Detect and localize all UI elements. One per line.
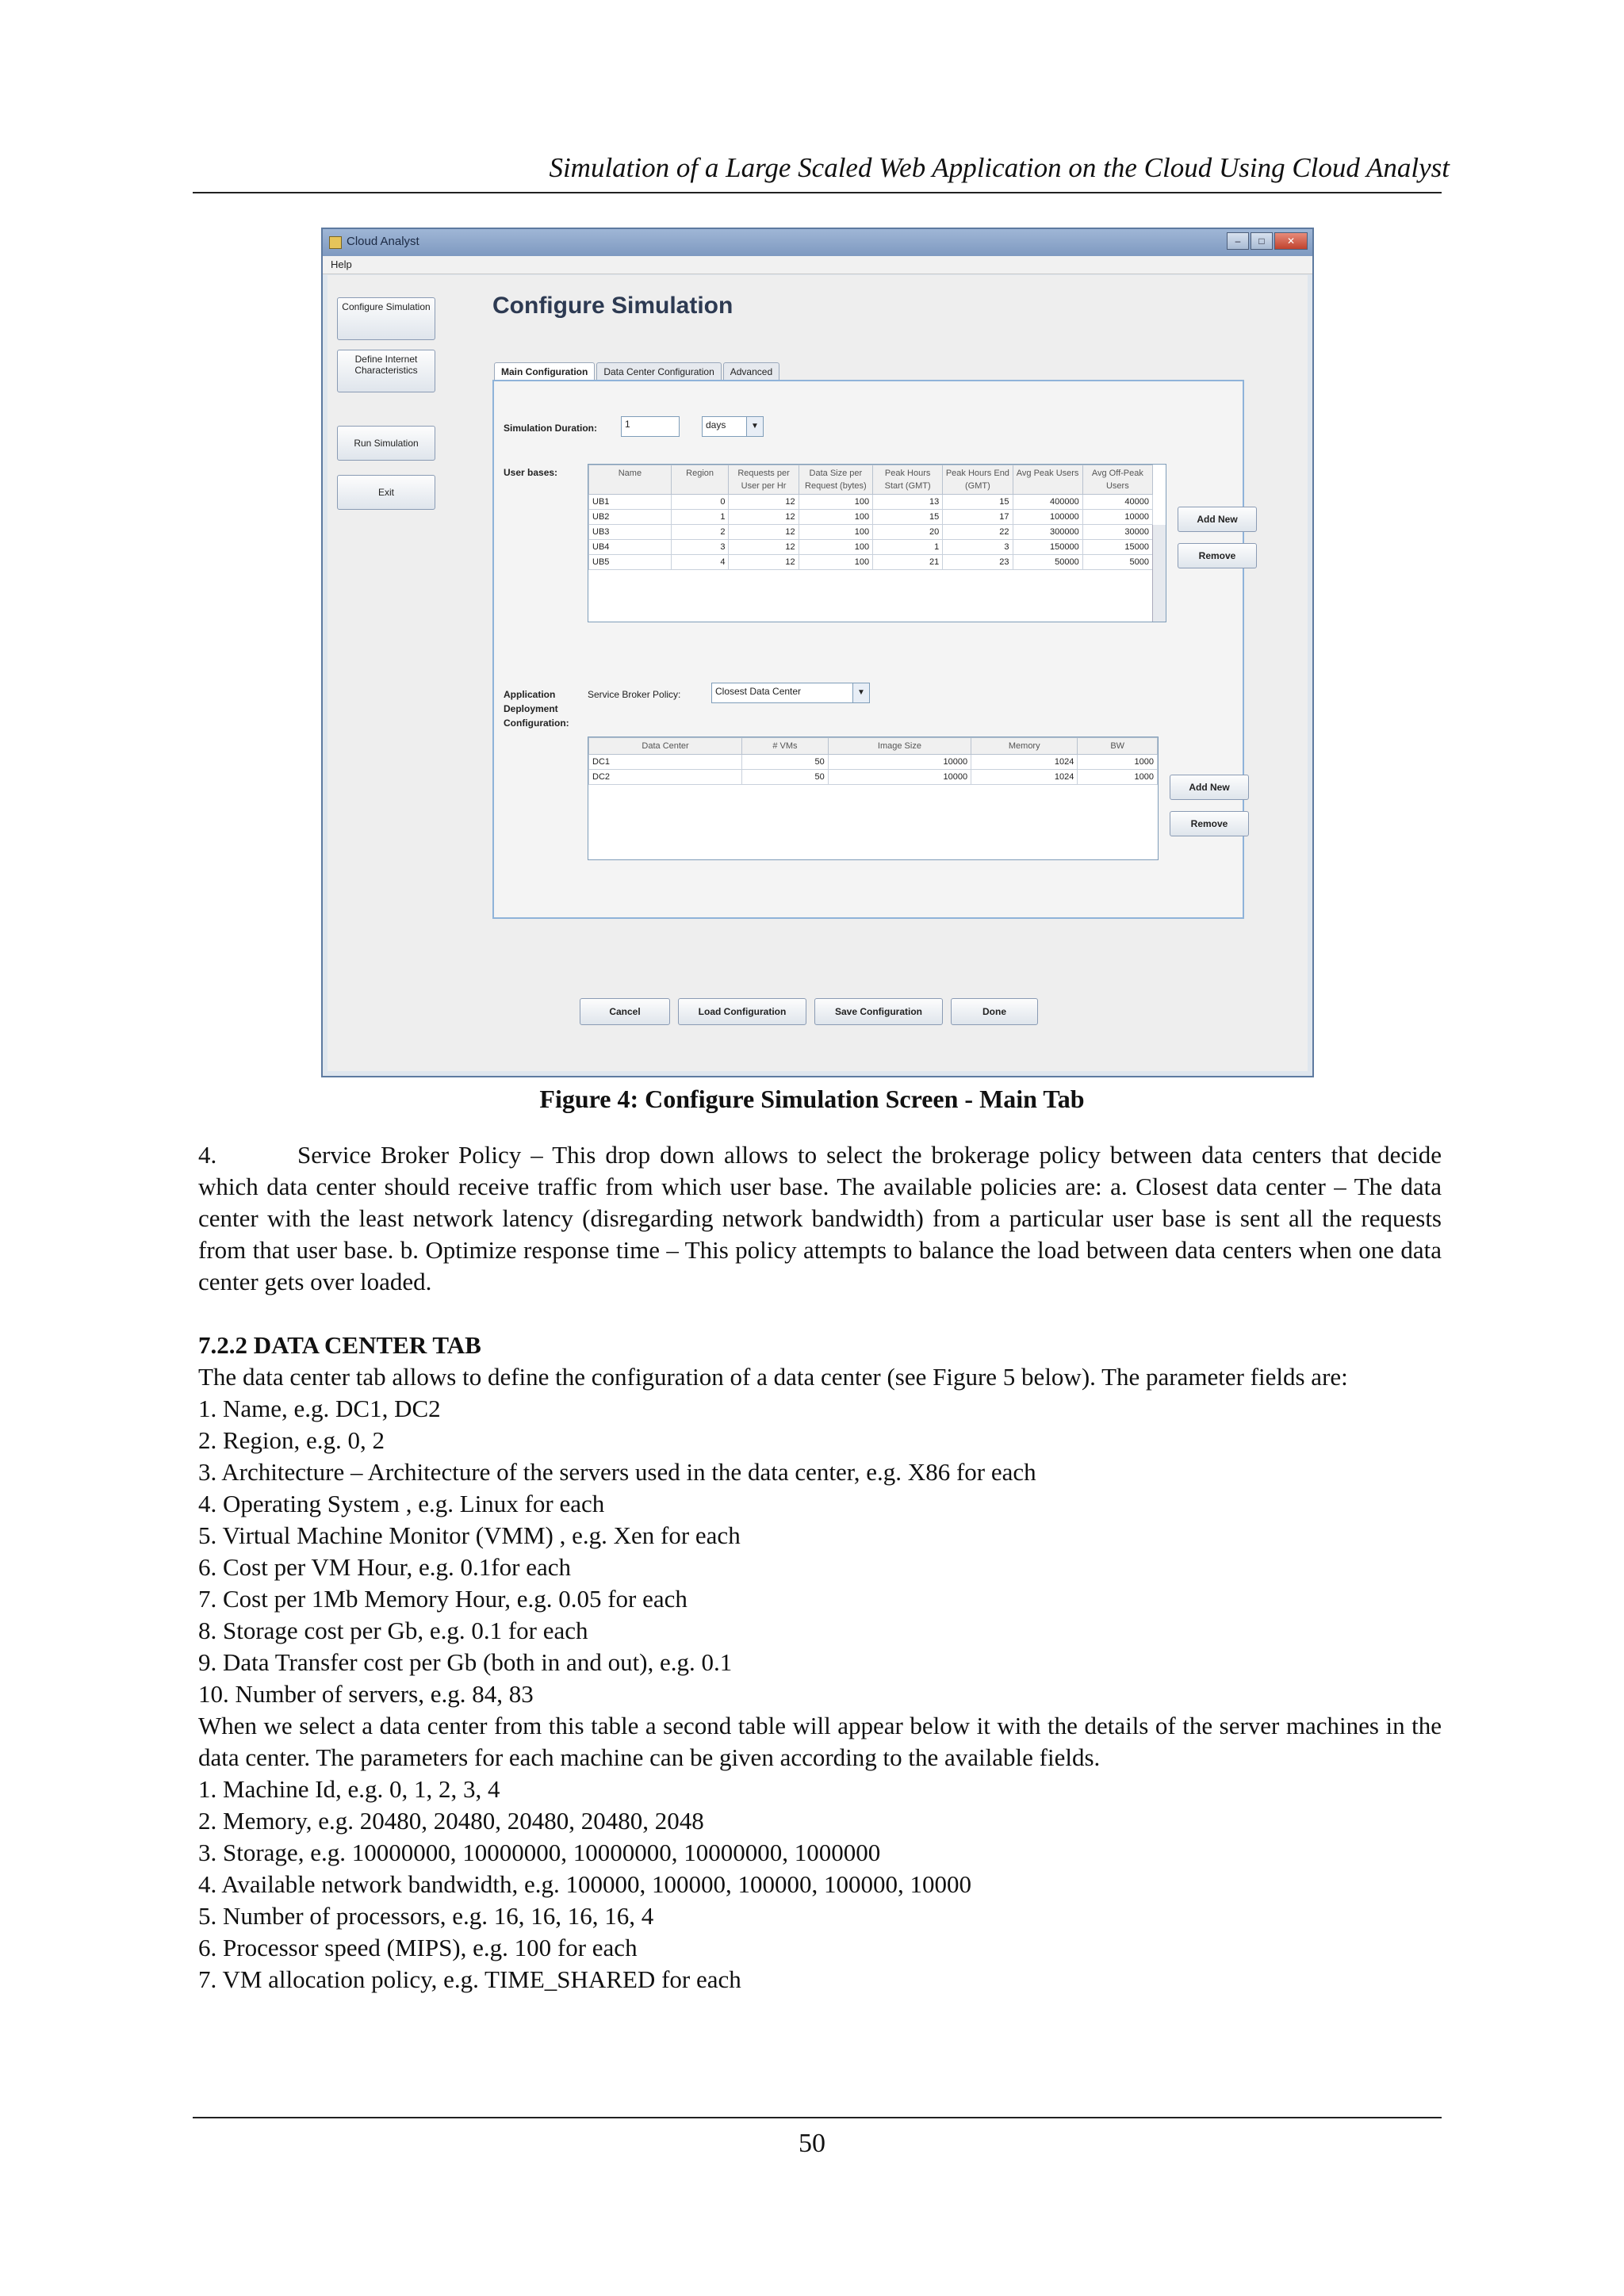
tab-bar	[494, 362, 781, 381]
list-item: 5. Number of processors, e.g. 16, 16, 16, 16, 4	[198, 1902, 654, 1930]
table-cell[interactable]: 15	[943, 495, 1013, 510]
paragraph-number: 4.	[198, 1141, 217, 1169]
menu-help[interactable]: Help	[331, 258, 352, 270]
table-row[interactable]	[589, 555, 1153, 570]
dc-remove-button[interactable]: Remove	[1170, 811, 1249, 836]
list-item: 10. Number of servers, e.g. 84, 83	[198, 1680, 534, 1708]
table-cell[interactable]: UB1	[589, 495, 672, 510]
table-cell[interactable]: 30000	[1082, 525, 1152, 540]
user-bases-label: User bases:	[504, 467, 558, 478]
maximize-icon[interactable]: □	[1251, 232, 1273, 250]
table-cell[interactable]: 4	[671, 555, 729, 570]
list-item: 6. Processor speed (MIPS), e.g. 100 for each	[198, 1934, 638, 1961]
table-cell[interactable]: UB4	[589, 540, 672, 555]
section-heading: 7.2.2 DATA CENTER TAB	[198, 1331, 481, 1359]
table-cell[interactable]: 21	[873, 555, 943, 570]
table-row[interactable]	[589, 525, 1153, 540]
col-header[interactable]: Peak Hours Start (GMT)	[873, 465, 943, 495]
save-configuration-button[interactable]: Save Configuration	[814, 998, 943, 1025]
table-cell[interactable]: 50	[742, 770, 829, 785]
table-cell[interactable]: 12	[729, 555, 799, 570]
user-bases-add-new-button[interactable]: Add New	[1178, 507, 1257, 532]
table-cell[interactable]: 1000	[1078, 755, 1158, 770]
panel-title: Configure Simulation	[492, 293, 733, 319]
table-cell[interactable]: 40000	[1082, 495, 1152, 510]
broker-policy-value: Closest Data Center	[715, 686, 802, 697]
page-number: 50	[799, 2129, 825, 2158]
table-cell[interactable]: 23	[943, 555, 1013, 570]
col-header[interactable]: Requests per User per Hr	[729, 465, 799, 495]
sim-duration-unit-value: days	[706, 419, 726, 430]
tab-advanced[interactable]: Advanced	[723, 362, 779, 381]
dc-table-frame	[588, 737, 1159, 860]
list-item: 1. Machine Id, e.g. 0, 1, 2, 3, 4	[198, 1775, 500, 1803]
tab-data-center-configuration[interactable]: Data Center Configuration	[596, 362, 721, 381]
table-cell[interactable]: 400000	[1013, 495, 1082, 510]
dc-table	[588, 737, 1158, 785]
broker-policy-label: Service Broker Policy:	[588, 689, 681, 700]
table-cell[interactable]: 50	[742, 755, 829, 770]
table-cell[interactable]: 10000	[828, 755, 971, 770]
dc-add-new-button[interactable]: Add New	[1170, 775, 1249, 800]
table-cell[interactable]: 2	[671, 525, 729, 540]
col-header[interactable]: Avg Off-Peak Users	[1082, 465, 1152, 495]
table-cell[interactable]: 3	[943, 540, 1013, 555]
table-cell[interactable]: UB3	[589, 525, 672, 540]
table-cell[interactable]: 1	[671, 510, 729, 525]
table-cell[interactable]: 12	[729, 525, 799, 540]
list-item: 4. Operating System , e.g. Linux for each	[198, 1490, 605, 1517]
table-cell[interactable]: 15000	[1082, 540, 1152, 555]
table-cell[interactable]: 1024	[971, 770, 1078, 785]
list-item: 9. Data Transfer cost per Gb (both in and out), e.g. 0.1	[198, 1648, 733, 1676]
col-header[interactable]: Peak Hours End (GMT)	[943, 465, 1013, 495]
col-header[interactable]: Region	[671, 465, 729, 495]
list-item: 4. Available network bandwidth, e.g. 100000, 100000, 100000, 100000, 10000	[198, 1870, 971, 1898]
nav-configure-simulation[interactable]: Configure Simulation	[337, 297, 435, 340]
table-cell[interactable]: 22	[943, 525, 1013, 540]
nav-run-simulation[interactable]: Run Simulation	[337, 426, 435, 461]
col-header[interactable]: # VMs	[742, 738, 829, 755]
user-bases-table	[588, 465, 1153, 570]
app-client-area	[327, 275, 1308, 1071]
col-header[interactable]: Data Size per Request (bytes)	[799, 465, 872, 495]
table-cell[interactable]: 300000	[1013, 525, 1082, 540]
table-cell[interactable]: 150000	[1013, 540, 1082, 555]
footer-rule	[193, 2117, 1442, 2118]
machines-intro: When we select a data center from this table a second table will appear below it with the details of the server machines in the data center. The parameters for each machine can be given according to the available fields.	[198, 1712, 1442, 1771]
table-cell[interactable]: 10000	[1082, 510, 1152, 525]
list-item: 3. Storage, e.g. 10000000, 10000000, 10000000, 10000000, 1000000	[198, 1839, 881, 1866]
table-cell[interactable]: 100	[799, 510, 872, 525]
paragraph-text: Service Broker Policy – This drop down allows to select the brokerage policy between data centers that decide which data center should receive traffic from which user base. The available policies are: a. Closest data center – The data center with the least network latency (disregarding network bandwidth) from a particular user base is sent all the requests from that user base. b. Optimize response time – This policy attempts to balance the load between data centers when one data center gets over loaded.	[198, 1141, 1442, 1295]
tab-body	[492, 380, 1244, 919]
col-header[interactable]: Name	[589, 465, 672, 495]
table-row[interactable]	[589, 540, 1153, 555]
list-item: 8. Storage cost per Gb, e.g. 0.1 for each	[198, 1617, 588, 1644]
table-cell[interactable]: DC2	[589, 770, 742, 785]
table-cell[interactable]: 100	[799, 540, 872, 555]
table-cell[interactable]: UB5	[589, 555, 672, 570]
chevron-down-icon: ▼	[852, 683, 869, 702]
figure-caption: Figure 4: Configure Simulation Screen - Main Tab	[539, 1085, 1085, 1113]
table-cell[interactable]: 10000	[828, 770, 971, 785]
table-cell[interactable]: 12	[729, 540, 799, 555]
list-item: 3. Architecture – Architecture of the servers used in the data center, e.g. X86 for each	[198, 1458, 1036, 1486]
table-cell[interactable]: 17	[943, 510, 1013, 525]
sim-duration-label: Simulation Duration:	[504, 423, 597, 434]
list-item: 2. Region, e.g. 0, 2	[198, 1426, 385, 1454]
left-nav	[337, 297, 442, 519]
paragraph-service-broker	[198, 1139, 1442, 1298]
section-intro: The data center tab allows to define the configuration of a data center (see Figure 5 below). The parameter fields are:	[198, 1363, 1348, 1391]
user-bases-table-frame	[588, 464, 1166, 622]
app-deploy-label: Application Deployment Configuration:	[504, 689, 569, 729]
minimize-icon[interactable]: –	[1227, 232, 1249, 250]
table-row[interactable]	[589, 770, 1158, 785]
table-cell[interactable]: 12	[729, 510, 799, 525]
sim-duration-unit-select[interactable]	[702, 416, 764, 437]
window-title: Cloud Analyst	[347, 235, 419, 248]
list-item: 7. VM allocation policy, e.g. TIME_SHARED for each	[198, 1965, 741, 1993]
figure-screenshot	[321, 228, 1314, 1077]
list-item: 2. Memory, e.g. 20480, 20480, 20480, 20480, 2048	[198, 1807, 704, 1835]
table-cell[interactable]: 50000	[1013, 555, 1082, 570]
table-cell[interactable]: 100	[799, 495, 872, 510]
col-header[interactable]: BW	[1078, 738, 1158, 755]
table-cell[interactable]: 13	[873, 495, 943, 510]
table-cell[interactable]: 100000	[1013, 510, 1082, 525]
list-item: 5. Virtual Machine Monitor (VMM) , e.g. Xen for each	[198, 1521, 741, 1549]
list-item: 1. Name, e.g. DC1, DC2	[198, 1395, 441, 1422]
body-text	[198, 1139, 1442, 1996]
list-item: 7. Cost per 1Mb Memory Hour, e.g. 0.05 for each	[198, 1585, 688, 1613]
table-cell[interactable]: 1024	[971, 755, 1078, 770]
table-cell[interactable]: 100	[799, 555, 872, 570]
table-row[interactable]	[589, 755, 1158, 770]
nav-define-internet[interactable]: Define Internet Characteristics	[337, 350, 435, 392]
col-header[interactable]: Avg Peak Users	[1013, 465, 1082, 495]
table-cell[interactable]: 0	[671, 495, 729, 510]
cancel-button[interactable]: Cancel	[580, 998, 670, 1025]
nav-exit[interactable]: Exit	[337, 475, 435, 510]
col-header[interactable]: Image Size	[828, 738, 971, 755]
table-cell[interactable]: 12	[729, 495, 799, 510]
table-cell[interactable]: 5000	[1082, 555, 1152, 570]
app-icon	[329, 236, 342, 249]
col-header[interactable]: Data Center	[589, 738, 742, 755]
col-header[interactable]: Memory	[971, 738, 1078, 755]
table-cell[interactable]: UB2	[589, 510, 672, 525]
table-cell[interactable]: 20	[873, 525, 943, 540]
broker-policy-select[interactable]	[711, 683, 870, 703]
done-button[interactable]: Done	[951, 998, 1038, 1025]
table-cell[interactable]: 3	[671, 540, 729, 555]
table-cell[interactable]: 1	[873, 540, 943, 555]
list-item: 6. Cost per VM Hour, e.g. 0.1for each	[198, 1553, 571, 1581]
menubar	[323, 256, 1312, 274]
table-row[interactable]	[589, 495, 1153, 510]
load-configuration-button[interactable]: Load Configuration	[678, 998, 806, 1025]
window-titlebar[interactable]	[323, 229, 1312, 256]
tab-main-configuration[interactable]: Main Configuration	[494, 362, 595, 381]
table-row[interactable]	[589, 510, 1153, 525]
header-rule	[193, 192, 1442, 193]
table-cell[interactable]: 15	[873, 510, 943, 525]
sim-duration-input[interactable]: 1	[621, 416, 680, 437]
close-icon[interactable]: ✕	[1274, 232, 1308, 250]
table-cell[interactable]: 100	[799, 525, 872, 540]
user-bases-remove-button[interactable]: Remove	[1178, 543, 1257, 568]
table-cell[interactable]: DC1	[589, 755, 742, 770]
running-title: Simulation of a Large Scaled Web Application on the Cloud Using Cloud Analyst	[549, 152, 1450, 183]
user-bases-scrollbar[interactable]	[1152, 525, 1166, 622]
chevron-down-icon: ▼	[746, 417, 763, 436]
table-cell[interactable]: 1000	[1078, 770, 1158, 785]
